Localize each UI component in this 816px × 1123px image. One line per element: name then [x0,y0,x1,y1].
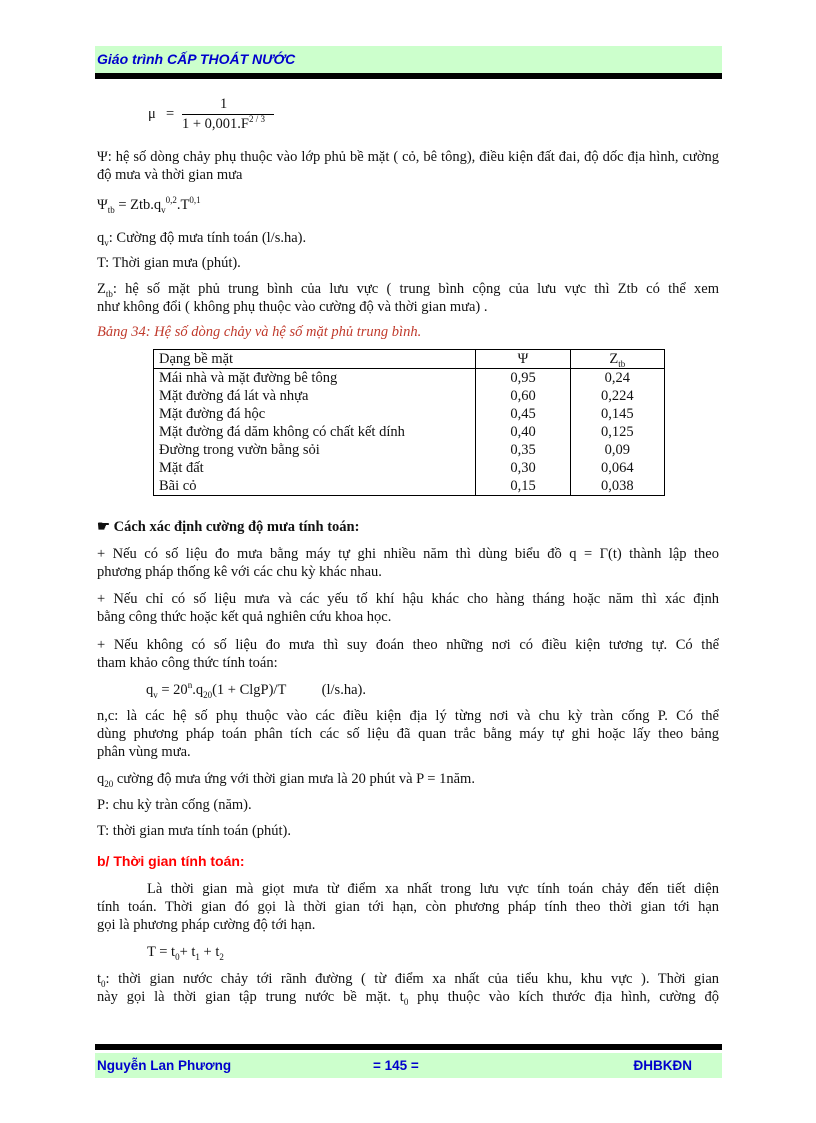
table-row: Mái nhà và mặt đường bê tông 0,95 0,24 [154,369,665,388]
t-definition: T: Thời gian mưa (phút). [97,255,241,271]
t2-definition: T: thời gian mưa tính toán (phút). [97,823,292,839]
psi-description: Ψ: hệ số dòng chảy phụ thuộc vào lớp phủ bề mặt ( cỏ, bê tông), điều kiện đất đai, độ dốc địa hình, cường độ mưa và thời gian mưa [97,149,719,183]
header-ztb: $Z_{tb}$ [570,350,664,369]
table-row: Bãi cỏ 0,15 0,038 [154,477,665,496]
paragraph-3: + Nếu không có số liệu đo mưa thì suy đoán theo những nơi có điều kiện tương tự. Có thể tham khảo công thức tính toán: [97,637,719,671]
header-psi: Ψ [476,350,570,369]
footer-rule [95,1044,722,1050]
qv-formula: $q_v = 20^n.q_{20}(1 + ClgP)/T$ (l/s.ha). [146,680,366,700]
formula-mu [148,96,278,136]
paragraph-2: + Nếu chỉ có số liệu mưa và các yếu tố khí hậu khác cho hàng tháng hoặc năm thì xác định bằng công thức hoặc kết quả nghiên cứu khoa học. [97,591,719,625]
header-title: Giáo trình CẤP THOÁT NƯỚC [97,51,296,67]
t0-definition: $t_0$: thời gian nước chảy tới rãnh đường ( từ điểm xa nhất của tiểu khu, khu vực ). Thời gian này gọi là thời gian tập trung nước bề mặt. $t_0$ phụ thuộc vào kích thước địa hình, cường độ [97,971,720,1007]
header-surface-type: Dạng bề mặt [154,350,476,369]
t-formula: $T = t_0+ t_1 + t_2$ [147,944,224,962]
mu-denominator: $1 + 0,001.F^{2 / 3}$ [182,114,266,132]
header-rule [95,73,722,79]
table-row: Đường trong vườn bằng sỏi 0,35 0,09 [154,441,665,459]
mu-symbol: μ [148,106,156,122]
psi-formula: $\Psi_{tb} = Ztb.q_v^{0,2}.T^{0,1}$ [97,195,201,215]
b-paragraph: Là thời gian mà giọt mưa từ điểm xa nhất trong lưu vực tính toán chảy đến tiết diện tính toán. Thời gian đó gọi là thời gian tới hạn, còn phương pháp tính theo thời gian tới hạn gọi là phương pháp cường độ tới hạn. [97,881,719,933]
section-heading: ☛ Cách xác định cường độ mưa tính toán: [97,519,360,535]
page-footer [95,1053,722,1078]
table-row: Mặt đường đá dăm không có chất kết dính 0,40 0,125 [154,423,665,441]
mu-equals: = [166,106,175,122]
table-header-row [154,350,665,369]
surface-coefficient-table [153,349,665,496]
qv-definition: $q_v$: Cường độ mưa tính toán (l/s.ha). [97,230,307,248]
p-definition: P: chu kỳ tràn cống (năm). [97,797,252,813]
table-row: Mặt đường đá hộc 0,45 0,145 [154,405,665,423]
footer-page-number: = 145 = [373,1058,419,1073]
nc-definition: n,c: là các hệ số phụ thuộc vào các điều kiện địa lý từng nơi và chu kỳ tràn cống P. Có thể dùng phương pháp toán phân tích các số liệu đã quan trắc bằng máy tự ghi hoặc lấy theo bảng phân vùng mưa. [97,708,719,760]
table-row: Mặt đất 0,30 0,064 [154,459,665,477]
page-header [95,46,722,73]
footer-author: Nguyễn Lan Phương [97,1058,232,1073]
paragraph-1: + Nếu có số liệu đo mưa bằng máy tự ghi nhiều năm thì dùng biểu đồ q = Γ(t) thành lập theo phương pháp thống kê với các chu kỳ khác nhau. [97,546,719,580]
table-row: Mặt đường đá lát và nhựa 0,60 0,224 [154,387,665,405]
subsection-heading: b/ Thời gian tính toán: [97,853,245,869]
footer-org: ĐHBKĐN [633,1058,692,1073]
mu-numerator: 1 [220,96,228,112]
table-caption: Bảng 34: Hệ số dòng chảy và hệ số mặt phủ trung bình. [97,324,422,340]
ztb-definition: $Z_{tb}$: hệ số mặt phủ trung bình của lưu vực ( trung bình cộng của lưu vực thì Ztb có thể xem như không đổi ( không phụ thuộc vào cường độ và thời gian mưa) . [97,281,719,315]
pointing-hand-icon: ☛ [97,519,110,535]
q20-definition: $q_{20}$ cường độ mưa ứng với thời gian mưa là 20 phút và P = 1năm. [97,771,475,789]
